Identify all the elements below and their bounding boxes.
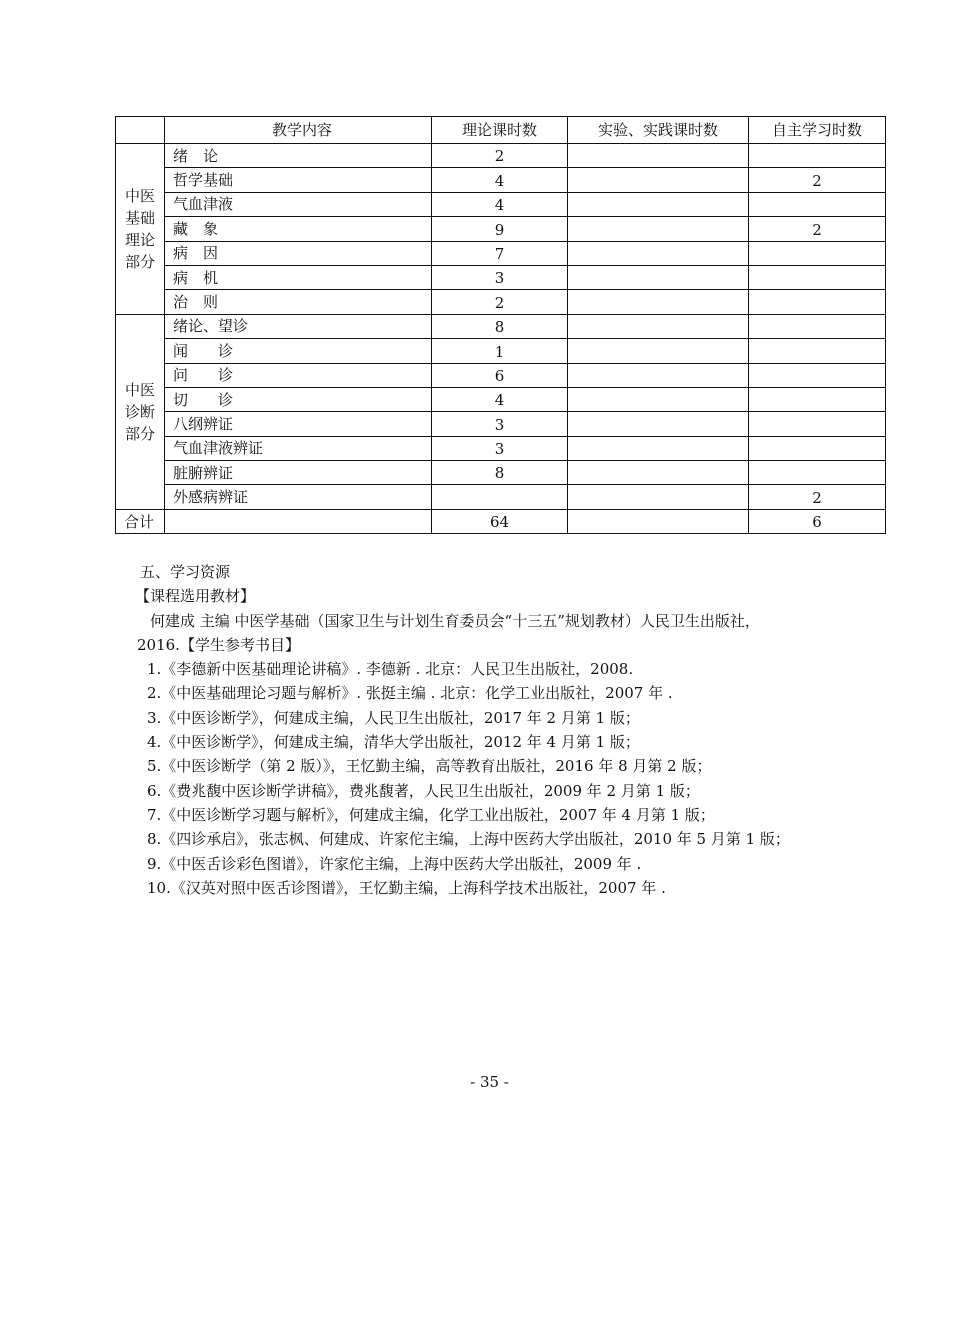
table-row	[116, 217, 886, 241]
content-cell: 哲学基础	[165, 168, 432, 192]
content-cell: 脏腑辨证	[165, 461, 432, 485]
practice-hours-cell	[568, 436, 749, 460]
content-cell: 问 诊	[165, 363, 432, 387]
theory-hours-cell: 2	[432, 290, 568, 314]
table-row	[116, 192, 886, 216]
content-cell: 外感病辨证	[165, 485, 432, 509]
section-heading: 五、学习资源	[140, 563, 231, 581]
table-row	[116, 436, 886, 460]
reference-item: 6.《费兆馥中医诊断学讲稿》，费兆馥著，人民卫生出版社，2009 年 2 月第 1 版；	[147, 781, 700, 800]
header-practice-hours: 实验、实践课时数	[568, 117, 749, 144]
reference-item: 4.《中医诊断学》，何建成主编，清华大学出版社，2012 年 4 月第 1 版；	[147, 733, 640, 752]
reference-item: 8.《四诊承启》，张志枫、何建成、许家佗主编，上海中医药大学出版社，2010 年 5 月第 1 版；	[147, 830, 790, 849]
theory-hours-cell: 9	[432, 217, 568, 241]
self-study-hours-cell: 2	[749, 217, 886, 241]
section-label	[116, 314, 165, 509]
self-study-hours-cell	[749, 387, 886, 411]
content-cell: 治 则	[165, 290, 432, 314]
header-self-study-hours: 自主学习时数	[749, 117, 886, 144]
table-row	[116, 485, 886, 509]
practice-hours-cell	[568, 461, 749, 485]
self-study-hours-cell	[749, 436, 886, 460]
practice-hours-cell	[568, 265, 749, 289]
course-hours-table	[115, 116, 886, 534]
theory-hours-cell: 1	[432, 339, 568, 363]
content-cell: 藏 象	[165, 217, 432, 241]
total-theory-hours: 64	[432, 509, 568, 533]
self-study-hours-cell	[749, 339, 886, 363]
practice-hours-cell	[568, 314, 749, 338]
theory-hours-cell: 8	[432, 314, 568, 338]
total-label: 合计	[116, 509, 165, 533]
practice-hours-cell	[568, 387, 749, 411]
content-cell: 切 诊	[165, 387, 432, 411]
reference-item: 3.《中医诊断学》，何建成主编，人民卫生出版社，2017 年 2 月第 1 版；	[147, 708, 640, 727]
table-row	[116, 265, 886, 289]
practice-hours-cell	[568, 290, 749, 314]
table-row	[116, 314, 886, 338]
reference-item: 7.《中医诊断学习题与解析》，何建成主编，化学工业出版社，2007 年 4 月第 1 版；	[147, 805, 715, 824]
learning-resources	[135, 560, 860, 900]
self-study-hours-cell	[749, 314, 886, 338]
self-study-hours-cell	[749, 192, 886, 216]
page-number: - 35 -	[470, 1073, 509, 1091]
table-row	[116, 363, 886, 387]
content-cell: 气血津液	[165, 192, 432, 216]
table-row	[116, 339, 886, 363]
theory-hours-cell: 4	[432, 387, 568, 411]
reference-item: 5.《中医诊断学（第 2 版）》，王忆勤主编，高等教育出版社，2016 年 8 月第 2 版；	[147, 757, 712, 776]
practice-hours-cell	[568, 363, 749, 387]
table-row	[116, 412, 886, 436]
practice-hours-cell	[568, 168, 749, 192]
self-study-hours-cell	[749, 290, 886, 314]
practice-hours-cell	[568, 192, 749, 216]
theory-hours-cell: 8	[432, 461, 568, 485]
table-row	[116, 290, 886, 314]
section-label-text: 中医 基础 理论 部分	[124, 186, 155, 271]
content-cell: 八纲辨证	[165, 412, 432, 436]
section-label-text: 中医 诊断 部分	[124, 380, 155, 443]
self-study-hours-cell	[749, 363, 886, 387]
self-study-hours-cell	[749, 144, 886, 168]
textbook-line-2: 2016.【学生参考书目】	[137, 635, 300, 654]
practice-hours-cell	[568, 485, 749, 509]
table-row	[116, 144, 886, 168]
self-study-hours-cell	[749, 241, 886, 265]
reference-item: 9.《中医舌诊彩色图谱》，许家佗主编，上海中医药大学出版社，2009 年 .	[147, 854, 642, 873]
content-cell: 病 机	[165, 265, 432, 289]
header-section	[116, 117, 165, 144]
content-cell: 气血津液辨证	[165, 436, 432, 460]
theory-hours-cell: 7	[432, 241, 568, 265]
theory-hours-cell: 3	[432, 265, 568, 289]
table-row	[116, 387, 886, 411]
textbook-line-1: 何建成 主编 中医学基础（国家卫生与计划生育委员会“十三五”规划教材）人民卫生出版社，	[150, 611, 760, 630]
section-label	[116, 144, 165, 315]
self-study-hours-cell: 2	[749, 485, 886, 509]
total-self-study-hours: 6	[749, 509, 886, 533]
total-row	[116, 509, 886, 533]
theory-hours-cell: 2	[432, 144, 568, 168]
content-cell: 绪论、望诊	[165, 314, 432, 338]
table-row	[116, 168, 886, 192]
content-cell: 闻 诊	[165, 339, 432, 363]
content-cell: 病 因	[165, 241, 432, 265]
practice-hours-cell	[568, 144, 749, 168]
practice-hours-cell	[568, 339, 749, 363]
reference-item: 10.《汉英对照中医舌诊图谱》，王忆勤主编，上海科学技术出版社，2007 年 .	[147, 878, 666, 897]
header-content: 教学内容	[165, 117, 432, 144]
reference-item: 1.《李德新中医基础理论讲稿》. 李德新 . 北京：人民卫生出版社，2008.	[147, 660, 634, 679]
reference-list	[140, 657, 860, 900]
textbook-heading: 【课程选用教材】	[135, 587, 256, 606]
theory-hours-cell: 4	[432, 192, 568, 216]
reference-item: 2.《中医基础理论习题与解析》. 张挺主编 . 北京：化学工业出版社，2007 年 .	[147, 684, 673, 703]
theory-hours-cell: 6	[432, 363, 568, 387]
practice-hours-cell	[568, 241, 749, 265]
total-content-cell	[165, 509, 432, 533]
practice-hours-cell	[568, 217, 749, 241]
self-study-hours-cell	[749, 461, 886, 485]
practice-hours-cell	[568, 412, 749, 436]
self-study-hours-cell: 2	[749, 168, 886, 192]
theory-hours-cell: 3	[432, 436, 568, 460]
theory-hours-cell: 3	[432, 412, 568, 436]
content-cell: 绪 论	[165, 144, 432, 168]
table-header-row	[116, 117, 886, 144]
table-row	[116, 241, 886, 265]
header-theory-hours: 理论课时数	[432, 117, 568, 144]
self-study-hours-cell	[749, 412, 886, 436]
self-study-hours-cell	[749, 265, 886, 289]
theory-hours-cell: 4	[432, 168, 568, 192]
table-row	[116, 461, 886, 485]
theory-hours-cell	[432, 485, 568, 509]
total-practice-hours	[568, 509, 749, 533]
